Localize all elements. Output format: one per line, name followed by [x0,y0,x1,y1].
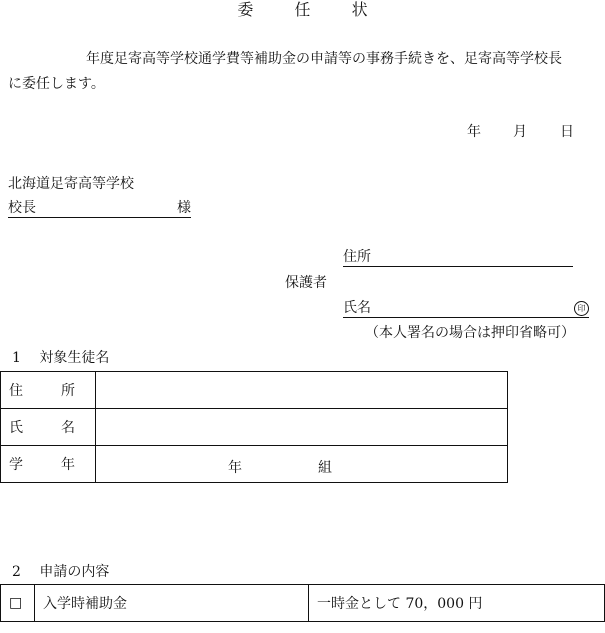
student-name-field[interactable] [96,409,508,446]
name-label-cell: 氏 名 [1,409,96,446]
table-row [1,585,605,622]
document-title [0,2,605,18]
table-row [1,372,508,409]
date-month: 月 [513,124,527,140]
application-checkbox[interactable]: □ [1,585,35,622]
student-address-field[interactable] [96,372,508,409]
student-table [0,371,508,483]
application-item: 入学時補助金 [35,585,309,622]
addressee-school: 北海道足寄高等学校 [8,176,134,192]
date-year: 年 [467,124,481,140]
section2-heading [12,565,109,579]
body-line-1: 年度足寄高等学校通学費等補助金の申請等の事務手続きを、足寄高等学校長 [86,51,562,67]
section1-number: 1 [12,350,21,366]
addressee-principal-line [8,201,191,218]
guardian-name-label: 氏名 [343,300,371,316]
guardian-note: （本人署名の場合は押印省略可） [365,325,575,341]
grade-year-unit: 年 [228,460,242,476]
application-table [0,584,605,622]
addressee-principal: 校長 [8,200,36,216]
table-row [1,409,508,446]
date-day: 日 [560,124,574,140]
grade-class-unit: 組 [318,460,332,476]
title-char: 状 [351,0,368,19]
table-row [1,446,508,483]
section2-title: 申請の内容 [39,564,110,580]
section1-heading [12,351,109,365]
addressee-honorific: 様 [177,200,191,216]
grade-label-cell: 学 年 [1,446,96,483]
student-grade-field[interactable] [96,446,508,483]
title-char: 委 [237,0,254,19]
body-line-2: に委任します。 [8,76,105,92]
address-label-cell: 住 所 [1,372,96,409]
application-detail: 一時金として 70，000 円 [309,585,605,622]
title-char: 任 [294,0,311,19]
section2-number: 2 [12,564,21,580]
guardian-name-line [343,301,589,318]
section1-title: 対象生徒名 [39,350,110,366]
guardian-role-label: 保護者 [285,275,327,291]
guardian-address-label: 住所 [343,249,371,265]
guardian-address-line [343,250,573,267]
seal-icon: 印 [574,301,589,316]
